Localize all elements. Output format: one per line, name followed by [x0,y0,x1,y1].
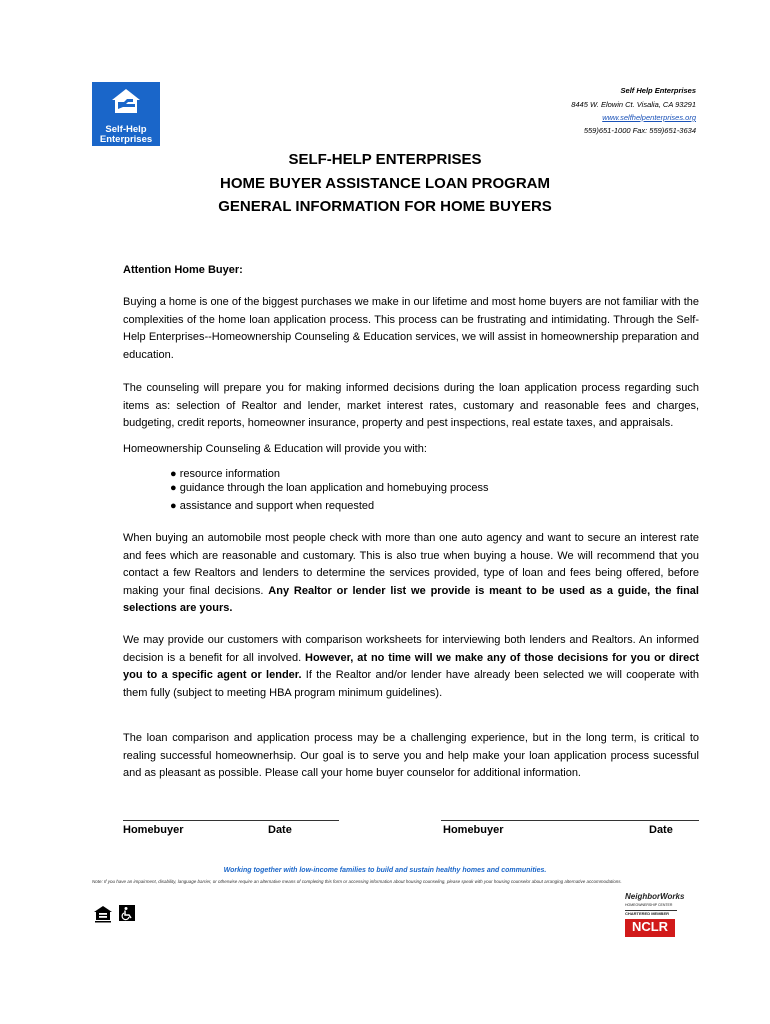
paragraph-realtors-bold: Any Realtor or lender list we provide is meant to be used as a guide, the final selections are yours. [123,584,699,614]
bullet-item: ● resource information [170,468,280,480]
signature-line-1 [123,820,339,821]
logo-text-line1: Self-Help [105,124,147,135]
title-line2: HOME BUYER ASSISTANCE LOAN PROGRAM [219,175,550,192]
house-hands-icon [111,88,141,114]
homebuyer-label-1: Homebuyer [123,824,184,836]
paragraph-closing: The loan comparison and application process may be a challenging experience, but in the long term, is critical to realing successful homeownerhsip. Our goal is to serve you and help make your loan application process sucessful and as pleasant as possible. Please call your home buyer counselor for additional information. [123,732,699,779]
wheelchair-icon [119,905,135,926]
paragraph-counseling: The counseling will prepare you for making informed decisions during the loan application process regarding such items as: selection of Realtor and lender, market interest rates, customary and reasonable fees and charges, budgeting, credit reports, homeowner insurance, property and pest inspections, real estate taxes, and appraisals. [123,382,699,429]
paragraph-realtors-text: When buying an automobile most people check with more than one auto agency and want to secure an interest rate and fees which are reasonable and customary. This is also true when buying a house. We will recommend that you contact a few Realtors and lenders to determine the services provided, type of loan and fees being offered, before making your final decisions. [123,532,699,597]
paragraph-worksheets-text1: We may provide our customers with comparison worksheets for interviewing both lenders and Realtors. An informed decision is a benefit for all involved. [123,634,699,664]
neighborworks-chartered: CHARTERED MEMBER [625,910,677,916]
signature-line-2 [441,820,699,821]
paragraph-intro: Buying a home is one of the biggest purchases we make in our lifetime and most home buyers are not familiar with the complexities of the home loan application process. This process can be frustrating and intimidating. Through the Self-Help Enterprises--Homeownership Counseling & Education services, we will assist in homeownership preparation and education. [123,296,699,361]
attention-heading: Attention Home Buyer: [123,264,243,276]
equal-housing-icon [93,905,113,928]
logo-text-line2: Enterprises [99,134,153,145]
paragraph-worksheets-bold: However, at no time will we make any of those decisions for you or direct you to a specific agent or lender. [123,651,699,681]
org-name: Self Help Enterprises [620,86,696,95]
nclr-logo: NCLR [625,919,675,937]
date-label-1: Date [268,824,292,836]
neighborworks-logo: NeighborWorks [625,892,685,901]
paragraph-worksheets [123,632,699,702]
paragraph-realtors [123,530,699,618]
date-label-2: Date [649,824,673,836]
neighborworks-subtitle: HOMEOWNERSHIP CENTER [625,903,673,907]
org-phone-fax: 559)651-1000 Fax: 559)651-3634 [583,126,696,135]
bullet-item: ● guidance through the loan application and homebuying process [170,482,489,494]
title-line1: SELF-HELP ENTERPRISES [288,151,482,168]
website-link[interactable]: www.selfhelpenterprises.org [602,113,696,122]
self-help-logo [92,82,160,146]
bullet-item: ● assistance and support when requested [170,500,375,512]
footer-tagline: Working together with low-income families to build and sustain healthy homes and communities. [223,867,547,874]
accessibility-note: Note: If you have an impairment, disability, language barrier, or otherwise require an alternative means of completing this form or accessing information about housing counseling, please speak with your housing counselor about arranging alternative accommodations. [92,879,622,884]
org-street: 8445 W. Elowin Ct. Visalia, CA 93291 [571,100,696,109]
provide-intro: Homeownership Counseling & Education will provide you with: [123,443,427,455]
title-line3: GENERAL INFORMATION FOR HOME BUYERS [218,198,552,215]
paragraph-worksheets-text2: If the Realtor and/or lender have already been selected we will cooperate with them fully (subject to meeting HBA program minimum guidelines). [123,669,700,699]
homebuyer-label-2: Homebuyer [443,824,504,836]
